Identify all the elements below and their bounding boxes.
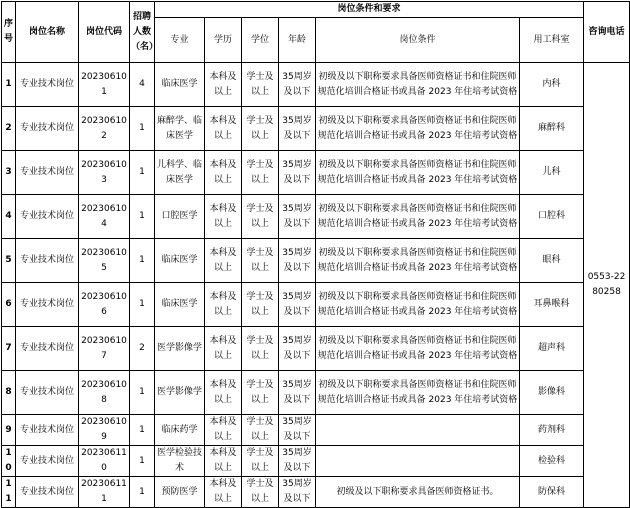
row-post-code: 202306101 bbox=[79, 63, 130, 107]
row-quota: 1 bbox=[130, 477, 155, 508]
row-seq: 10 bbox=[2, 446, 16, 477]
row-age: 35周岁及以下 bbox=[279, 477, 316, 508]
row-education: 本科及以上 bbox=[205, 446, 242, 477]
row-age: 35周岁及以下 bbox=[279, 195, 316, 239]
table-row bbox=[2, 239, 630, 283]
row-post-code: 202306109 bbox=[79, 415, 130, 446]
row-department: 超声科 bbox=[520, 327, 584, 371]
row-condition: 初级及以下职称要求具备医师资格证书和住院医师规范化培训合格证书或具备 2023 年住培考试资格 bbox=[316, 327, 520, 371]
row-department: 耳鼻喉科 bbox=[520, 283, 584, 327]
row-age: 35周岁及以下 bbox=[279, 63, 316, 107]
row-major: 预防医学 bbox=[155, 477, 205, 508]
table-row bbox=[2, 63, 630, 107]
row-post-name: 专业技术岗位 bbox=[16, 477, 79, 508]
row-department: 麻醉科 bbox=[520, 107, 584, 151]
row-age: 35周岁及以下 bbox=[279, 415, 316, 446]
row-seq: 5 bbox=[2, 239, 16, 283]
row-department: 防保科 bbox=[520, 477, 584, 508]
row-condition: 初级及以下职称要求具备医师资格证书和住院医师规范化培训合格证书或具备 2023 年住培考试资格 bbox=[316, 107, 520, 151]
row-education: 本科及以上 bbox=[205, 195, 242, 239]
row-degree: 学士及以上 bbox=[242, 107, 279, 151]
row-department: 药剂科 bbox=[520, 415, 584, 446]
row-post-code: 202306102 bbox=[79, 107, 130, 151]
row-department: 口腔科 bbox=[520, 195, 584, 239]
row-post-name: 专业技术岗位 bbox=[16, 107, 79, 151]
row-condition: 初级及以下职称要求具备医师资格证书和住院医师规范化培训合格证书或具备 2023 年住培考试资格 bbox=[316, 63, 520, 107]
row-degree: 学士及以上 bbox=[242, 151, 279, 195]
row-post-name: 专业技术岗位 bbox=[16, 283, 79, 327]
row-age: 35周岁及以下 bbox=[279, 107, 316, 151]
header-seq: 序号 bbox=[2, 2, 16, 63]
row-quota: 1 bbox=[130, 283, 155, 327]
row-post-code: 202306110 bbox=[79, 446, 130, 477]
row-major: 医学影像学 bbox=[155, 327, 205, 371]
row-education: 本科及以上 bbox=[205, 415, 242, 446]
table-row bbox=[2, 151, 630, 195]
table-row bbox=[2, 477, 630, 508]
row-department: 儿科 bbox=[520, 151, 584, 195]
row-degree: 学士及以上 bbox=[242, 371, 279, 415]
row-post-code: 202306107 bbox=[79, 327, 130, 371]
row-seq: 2 bbox=[2, 107, 16, 151]
row-major: 麻醉学、临床医学 bbox=[155, 107, 205, 151]
row-education: 本科及以上 bbox=[205, 283, 242, 327]
row-post-code: 202306105 bbox=[79, 239, 130, 283]
row-quota: 1 bbox=[130, 151, 155, 195]
row-post-code: 202306104 bbox=[79, 195, 130, 239]
header-contact: 咨询电话 bbox=[584, 2, 630, 63]
header-requirements-group: 岗位条件和要求 bbox=[155, 2, 584, 18]
row-post-name: 专业技术岗位 bbox=[16, 151, 79, 195]
row-degree: 学士及以上 bbox=[242, 415, 279, 446]
row-post-name: 专业技术岗位 bbox=[16, 63, 79, 107]
recruitment-table bbox=[1, 1, 630, 508]
row-education: 本科及以上 bbox=[205, 477, 242, 508]
row-quota: 1 bbox=[130, 446, 155, 477]
row-post-name: 专业技术岗位 bbox=[16, 371, 79, 415]
table-row bbox=[2, 415, 630, 446]
row-department: 眼科 bbox=[520, 239, 584, 283]
row-quota: 1 bbox=[130, 195, 155, 239]
row-age: 35周岁及以下 bbox=[279, 239, 316, 283]
row-post-name: 专业技术岗位 bbox=[16, 446, 79, 477]
row-major: 口腔医学 bbox=[155, 195, 205, 239]
row-department: 内科 bbox=[520, 63, 584, 107]
row-major: 儿科学、临床医学 bbox=[155, 151, 205, 195]
row-seq: 4 bbox=[2, 195, 16, 239]
row-seq: 1 bbox=[2, 63, 16, 107]
row-quota: 2 bbox=[130, 327, 155, 371]
row-major: 医学影像学 bbox=[155, 371, 205, 415]
header-condition: 岗位条件 bbox=[316, 18, 520, 63]
row-condition: 初级及以下职称要求具备医师资格证书和住院医师规范化培训合格证书或具备 2023 年住培考试资格 bbox=[316, 283, 520, 327]
row-department: 检验科 bbox=[520, 446, 584, 477]
row-degree: 学士及以上 bbox=[242, 477, 279, 508]
row-post-code: 202306106 bbox=[79, 283, 130, 327]
row-education: 本科及以上 bbox=[205, 63, 242, 107]
row-post-name: 专业技术岗位 bbox=[16, 195, 79, 239]
row-degree: 学士及以上 bbox=[242, 63, 279, 107]
header-post-name: 岗位名称 bbox=[16, 2, 79, 63]
row-education: 本科及以上 bbox=[205, 371, 242, 415]
row-major: 临床医学 bbox=[155, 63, 205, 107]
table-row bbox=[2, 371, 630, 415]
row-quota: 1 bbox=[130, 415, 155, 446]
row-quota: 4 bbox=[130, 63, 155, 107]
header-quota: 招聘人数（名） bbox=[130, 2, 155, 63]
row-education: 本科及以上 bbox=[205, 239, 242, 283]
table-row bbox=[2, 283, 630, 327]
table-row bbox=[2, 327, 630, 371]
row-condition: 初级及以下职称要求具备医师资格证书和住院医师规范化培训合格证书或具备 2023 年住培考试资格 bbox=[316, 371, 520, 415]
row-condition: 初级及以下职称要求具备医师资格证书和住院医师规范化培训合格证书或具备 2023 年住培考试资格 bbox=[316, 195, 520, 239]
row-education: 本科及以上 bbox=[205, 151, 242, 195]
header-degree: 学位 bbox=[242, 18, 279, 63]
row-condition bbox=[316, 446, 520, 477]
header-age: 年龄 bbox=[279, 18, 316, 63]
row-age: 35周岁及以下 bbox=[279, 283, 316, 327]
row-major: 临床医学 bbox=[155, 239, 205, 283]
row-education: 本科及以上 bbox=[205, 107, 242, 151]
row-seq: 8 bbox=[2, 371, 16, 415]
row-seq: 11 bbox=[2, 477, 16, 508]
row-post-name: 专业技术岗位 bbox=[16, 239, 79, 283]
row-age: 35周岁及以下 bbox=[279, 151, 316, 195]
row-condition: 初级及以下职称要求具备医师资格证书。 bbox=[316, 477, 520, 508]
row-quota: 1 bbox=[130, 107, 155, 151]
row-post-code: 202306111 bbox=[79, 477, 130, 508]
row-condition bbox=[316, 415, 520, 446]
row-major: 临床药学 bbox=[155, 415, 205, 446]
row-degree: 学士及以上 bbox=[242, 195, 279, 239]
row-post-code: 202306108 bbox=[79, 371, 130, 415]
row-seq: 3 bbox=[2, 151, 16, 195]
table-row bbox=[2, 446, 630, 477]
row-degree: 学士及以上 bbox=[242, 446, 279, 477]
header-major: 专业 bbox=[155, 18, 205, 63]
row-age: 35周岁及以下 bbox=[279, 327, 316, 371]
row-post-name: 专业技术岗位 bbox=[16, 327, 79, 371]
row-quota: 1 bbox=[130, 371, 155, 415]
row-post-code: 202306103 bbox=[79, 151, 130, 195]
row-education: 本科及以上 bbox=[205, 327, 242, 371]
row-major: 医学检验技术 bbox=[155, 446, 205, 477]
row-major: 临床医学 bbox=[155, 283, 205, 327]
row-condition: 初级及以下职称要求具备医师资格证书和住院医师规范化培训合格证书或具备 2023 年住培考试资格 bbox=[316, 239, 520, 283]
header-department: 用工科室 bbox=[520, 18, 584, 63]
row-department: 影像科 bbox=[520, 371, 584, 415]
row-post-name: 专业技术岗位 bbox=[16, 415, 79, 446]
row-seq: 6 bbox=[2, 283, 16, 327]
row-quota: 1 bbox=[130, 239, 155, 283]
row-degree: 学士及以上 bbox=[242, 283, 279, 327]
row-degree: 学士及以上 bbox=[242, 239, 279, 283]
row-age: 35周岁及以下 bbox=[279, 446, 316, 477]
row-age: 35周岁及以下 bbox=[279, 371, 316, 415]
row-seq: 7 bbox=[2, 327, 16, 371]
row-condition: 初级及以下职称要求具备医师资格证书和住院医师规范化培训合格证书或具备 2023 年住培考试资格 bbox=[316, 151, 520, 195]
contact-phone: 0553-2280258 bbox=[584, 63, 630, 508]
header-post-code: 岗位代码 bbox=[79, 2, 130, 63]
row-degree: 学士及以上 bbox=[242, 327, 279, 371]
header-education: 学历 bbox=[205, 18, 242, 63]
table-row bbox=[2, 195, 630, 239]
row-seq: 9 bbox=[2, 415, 16, 446]
table-row bbox=[2, 107, 630, 151]
